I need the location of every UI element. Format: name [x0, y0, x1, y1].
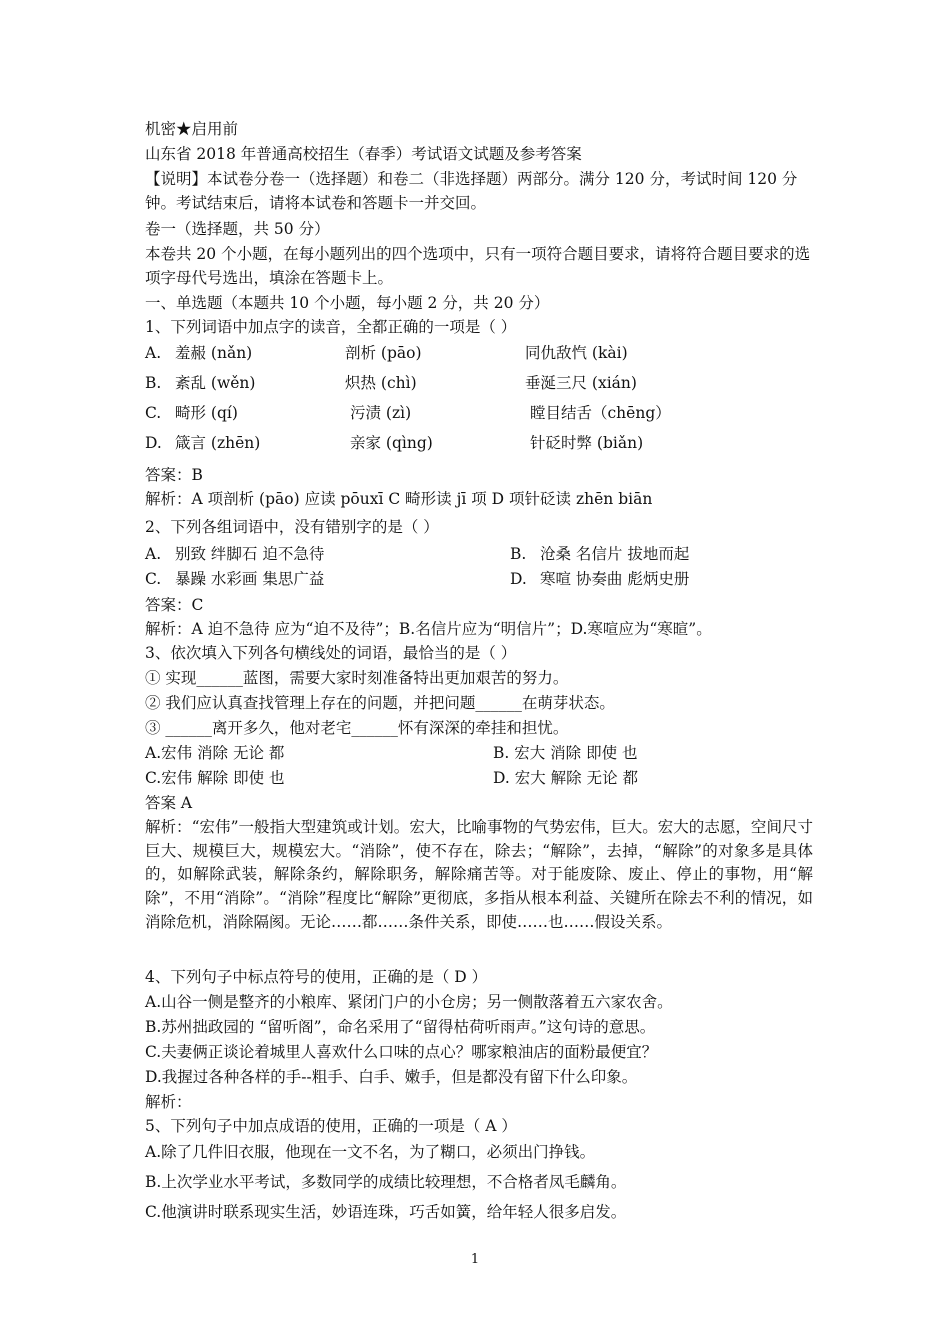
question-3-sentence-2: ② 我们应认真查找管理上存在的问题，并把问题______在萌芽状态。	[145, 694, 615, 712]
question-4-option-a: A.山谷一侧是整齐的小粮库、紧闭门户的小仓房；另一侧散落着五六家农舍。	[145, 993, 673, 1011]
question-5-option-c: C.他演讲时联系现实生活，妙语连珠，巧舌如簧，给年轻人很多启发。	[145, 1203, 627, 1221]
section-title: 一、单选题（本题共 10 个小题，每小题 2 分，共 20 分）	[145, 294, 550, 312]
exam-instructions: 【说明】本试卷分卷一（选择题）和卷二（非选择题）两部分。满分 120 分，考试时间 120 分钟。考试结束后，请将本试卷和答题卡一并交回。	[145, 170, 798, 212]
question-2-answer: 答案：C	[145, 596, 204, 614]
exam-title: 山东省 2018 年普通高校招生（春季）考试语文试题及参考答案	[145, 145, 582, 163]
page-number: 1	[470, 1252, 480, 1267]
question-3-analysis: 解析：“宏伟”一般指大型建筑或计划。宏大，比喻事物的气势宏伟，巨大。宏大的志愿，空间尺寸巨大、规模巨大，规模宏大。“消除”，使不存在，除去；“解除”，去掉，“解除”的对象多是具体的，如解除武装，解除条约，解除职务，解除痛苦等。对于能废除、废止、停止的事物，用“解除”，不用“消除”。“消除”程度比“解除”更彻底，多指从根本利益、关键所在除去不利的情况，如消除危机，消除隔阂。无论……都……条件关系，即使……也……假设关系。	[145, 818, 813, 931]
question-2-analysis: 解析：A 迫不急待 应为“迫不及待”；B.名信片应为“明信片”；D.寒喧应为“寒暄”。	[145, 620, 712, 638]
question-4-option-d: D.我握过各种各样的手--粗手、白手、嫩手，但是都没有留下什么印象。	[145, 1068, 638, 1086]
question-2-stem: 2、下列各组词语中，没有错别字的是（ ）	[145, 518, 439, 536]
question-1-analysis: 解析：A 项剖析 (pāo) 应读 pōuxī C 畸形读 jī 项 D 项针砭读 zhēn biān	[145, 490, 653, 508]
question-4-analysis: 解析：	[145, 1093, 192, 1111]
question-3-sentence-3: ③ ______离开多久，他对老宅______怀有深深的牵挂和担忧。	[145, 719, 569, 737]
question-5-option-a: A.除了几件旧衣服，他现在一文不名，为了糊口，必须出门挣钱。	[145, 1143, 596, 1161]
question-1-stem: 1、下列词语中加点字的读音，全都正确的一项是（ ）	[145, 318, 517, 336]
question-5-option-b: B.上次学业水平考试，多数同学的成绩比较理想，不合格者凤毛麟角。	[145, 1173, 627, 1191]
document-page: 机密★启用前 山东省 2018 年普通高校招生（春季）考试语文试题及参考答案 【说明】本试卷分卷一（选择题）和卷二（非选择题）两部分。满分 120 分，考试时间 120 分钟。考试结束后，请将本试卷和答题卡一并交回。 卷一（选择题，共 50 分） 本卷共 20 个小题，在每小题列出的四个选项中，只有一项符合题目要求，请将符合题目要求的选项字母代号选出，填涂在答题卡上。 一、单选题（本题共 10 个小题，每小题 2 分，共 20 分） 1、下列词语中加点字的读音，全都正确的一项是（ ） A. 羞赧 (nǎn) 剖析 (pāo) 同仇敌忾 (kài) B. 紊乱 (wěn) 炽热 (chì) 垂涎三尺 (xián) C. 畸形 (qí) 污渍 (zì) 瞠目结舌（chēng） D. 箴言 (zhēn) 亲家 (qìng) 针砭时弊 (biǎn) 答案：B 解析：A 项剖析 (pāo) 应读 pōuxī C 畸形读 jī 项 D 项针砭读 zhēn biān 2、下列各组词语中，没有错别字的是（ ） A. 别致 绊脚石 迫不急待 B. 沧桑 名信片 拔地而起 C. 暴躁 水彩画 集思广益 D. 寒喧 协奏曲 彪炳史册 答案：C 解析：A 迫不急待 应为“迫不及待”；B.名信片应为“明信片”；D.寒喧应为“寒暄”。 3、依次填入下列各句横线处的词语，最恰当的是（ ） ① 实现______蓝图，需要大家时刻准备特出更加艰苦的努力。 ② 我们应认真查找管理上存在的问题，并把问题______在萌芽状态。 ③ ______离开多久，他对老宅______怀有深深的牵挂和担忧。 A.宏伟 消除 无论 都 B. 宏大 消除 即使 也 C.宏伟 解除 即使 也 D. 宏大 解除 无论 都 答案 A 解析：“宏伟”一般指大型建筑或计划。宏大，比喻事物的气势宏伟，巨大。宏大的志愿，空间尺寸巨大、规模巨大，规模宏大。“消除”，使不存在，除去；“解除”，去掉，“解除”的对象多是具体的，如解除武装，解除条约，解除职务，解除痛苦等。对于能废除、废止、停止的事物，用“解除”，不用“消除”。“消除”程度比“解除”更彻底，多指从根本利益、关键所在除去不利的情况，如消除危机，消除隔阂。无论……都……条件关系，即使……也……假设关系。 4、下列句子中标点符号的使用，正确的是（ D ） A.山谷一侧是整齐的小粮库、紧闭门户的小仓房；另一侧散落着五六家农舍。 B.苏州拙政园的 “留听阁”，命名采用了“留得枯荷听雨声。”这句诗的意思。 C.夫妻俩正谈论着城里人喜欢什么口味的点心？哪家粮油店的面粉最便宜？ D.我握过各种各样的手--粗手、白手、嫩手，但是都没有留下什么印象。 解析： 5、下列句子中加点成语的使用，正确的一项是（ A ） A.除了几件旧衣服，他现在一文不名，为了糊口，必须出门挣钱。 B.上次学业水平考试，多数同学的成绩比较理想，不合格者凤毛麟角。 C.他演讲时联系现实生活，妙语连珠，巧舌如簧，给年轻人很多启发。 1	[0, 0, 950, 1344]
question-5-stem: 5、下列句子中加点成语的使用，正确的一项是（ A ）	[145, 1117, 517, 1135]
question-3-sentence-1: ① 实现______蓝图，需要大家时刻准备特出更加艰苦的努力。	[145, 669, 569, 687]
question-4-stem: 4、下列句子中标点符号的使用，正确的是（ D ）	[145, 968, 488, 986]
volume-intro: 本卷共 20 个小题，在每小题列出的四个选项中，只有一项符合题目要求，请将符合题目要求的选项字母代号选出，填涂在答题卡上。	[145, 245, 811, 287]
question-1-answer: 答案：B	[145, 466, 203, 484]
question-4-option-c: C.夫妻俩正谈论着城里人喜欢什么口味的点心？哪家粮油店的面粉最便宜？	[145, 1043, 658, 1061]
question-3-stem: 3、依次填入下列各句横线处的词语，最恰当的是（ ）	[145, 644, 517, 662]
question-3-answer: 答案 A	[145, 794, 193, 812]
question-4-option-b: B.苏州拙政园的 “留听阁”，命名采用了“留得枯荷听雨声。”这句诗的意思。	[145, 1018, 656, 1036]
volume-title: 卷一（选择题，共 50 分）	[145, 220, 330, 238]
confidential-label: 机密★启用前	[145, 120, 239, 138]
